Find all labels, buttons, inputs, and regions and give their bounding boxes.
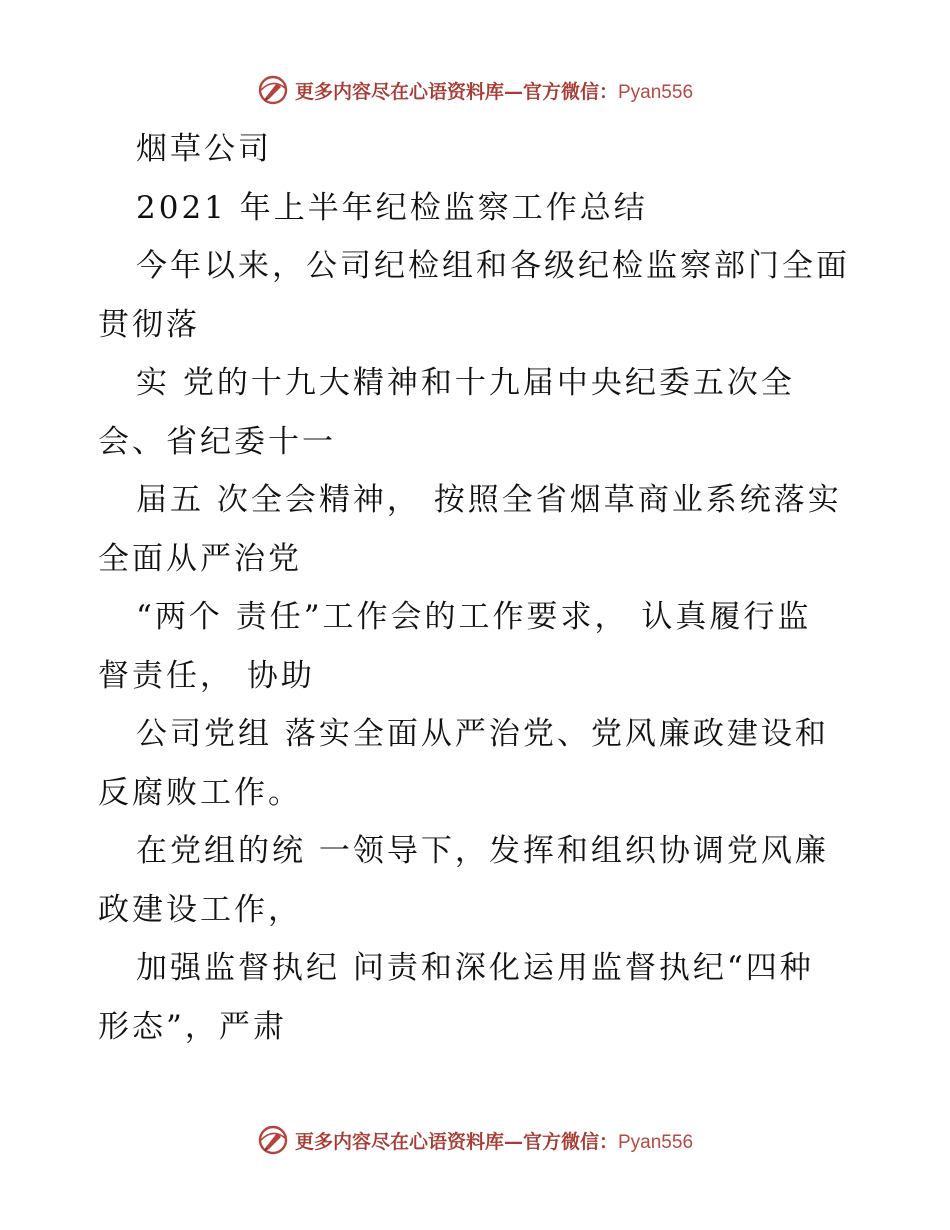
pen-nib-logo-icon — [257, 1124, 289, 1156]
doc-line: 届五 次全会精神， 按照全省烟草商业系统落实 — [136, 482, 842, 518]
doc-line: “两个 责任”工作会的工作要求， 认真履行监 — [136, 599, 812, 635]
watermark-handle: Pyan556 — [618, 81, 694, 103]
pen-nib-logo-icon — [257, 74, 289, 106]
doc-line: 贯彻落 — [98, 306, 200, 343]
watermark-banner-bottom — [0, 1122, 950, 1158]
watermark-banner-top — [0, 72, 950, 108]
doc-line: 反腐败工作。 — [98, 774, 302, 811]
doc-line: 政建设工作， — [98, 891, 302, 928]
doc-line-org: 烟草公司 — [136, 131, 272, 167]
watermark-handle: Pyan556 — [618, 1131, 694, 1153]
doc-line: 实 党的十九大精神和十九届中央纪委五次全 — [136, 365, 795, 401]
watermark-text: 更多内容尽在心语资料库—官方微信：Pyan556 — [294, 1130, 694, 1153]
doc-line: 今年以来，公司纪检组和各级纪检监察部门全面 — [136, 248, 850, 284]
doc-line: 加强监督执纪 问责和深化运用监督执纪“四种 — [136, 950, 814, 986]
doc-line: 公司党组 落实全面从严治党、党风廉政建设和 — [136, 716, 829, 752]
doc-line: 在党组的统 一领导下，发挥和组织协调党风廉 — [136, 833, 829, 869]
doc-line-title: 2021 年上半年纪检监察工作总结 — [136, 189, 648, 226]
doc-line: 会、省纪委十一 — [98, 423, 336, 460]
doc-line: 形态”，严肃 — [98, 1008, 287, 1045]
doc-line: 全面从严治党 — [98, 540, 302, 577]
document-body — [98, 120, 858, 1056]
watermark-text: 更多内容尽在心语资料库—官方微信：Pyan556 — [294, 80, 694, 103]
doc-line: 督责任， 协助 — [98, 657, 315, 694]
